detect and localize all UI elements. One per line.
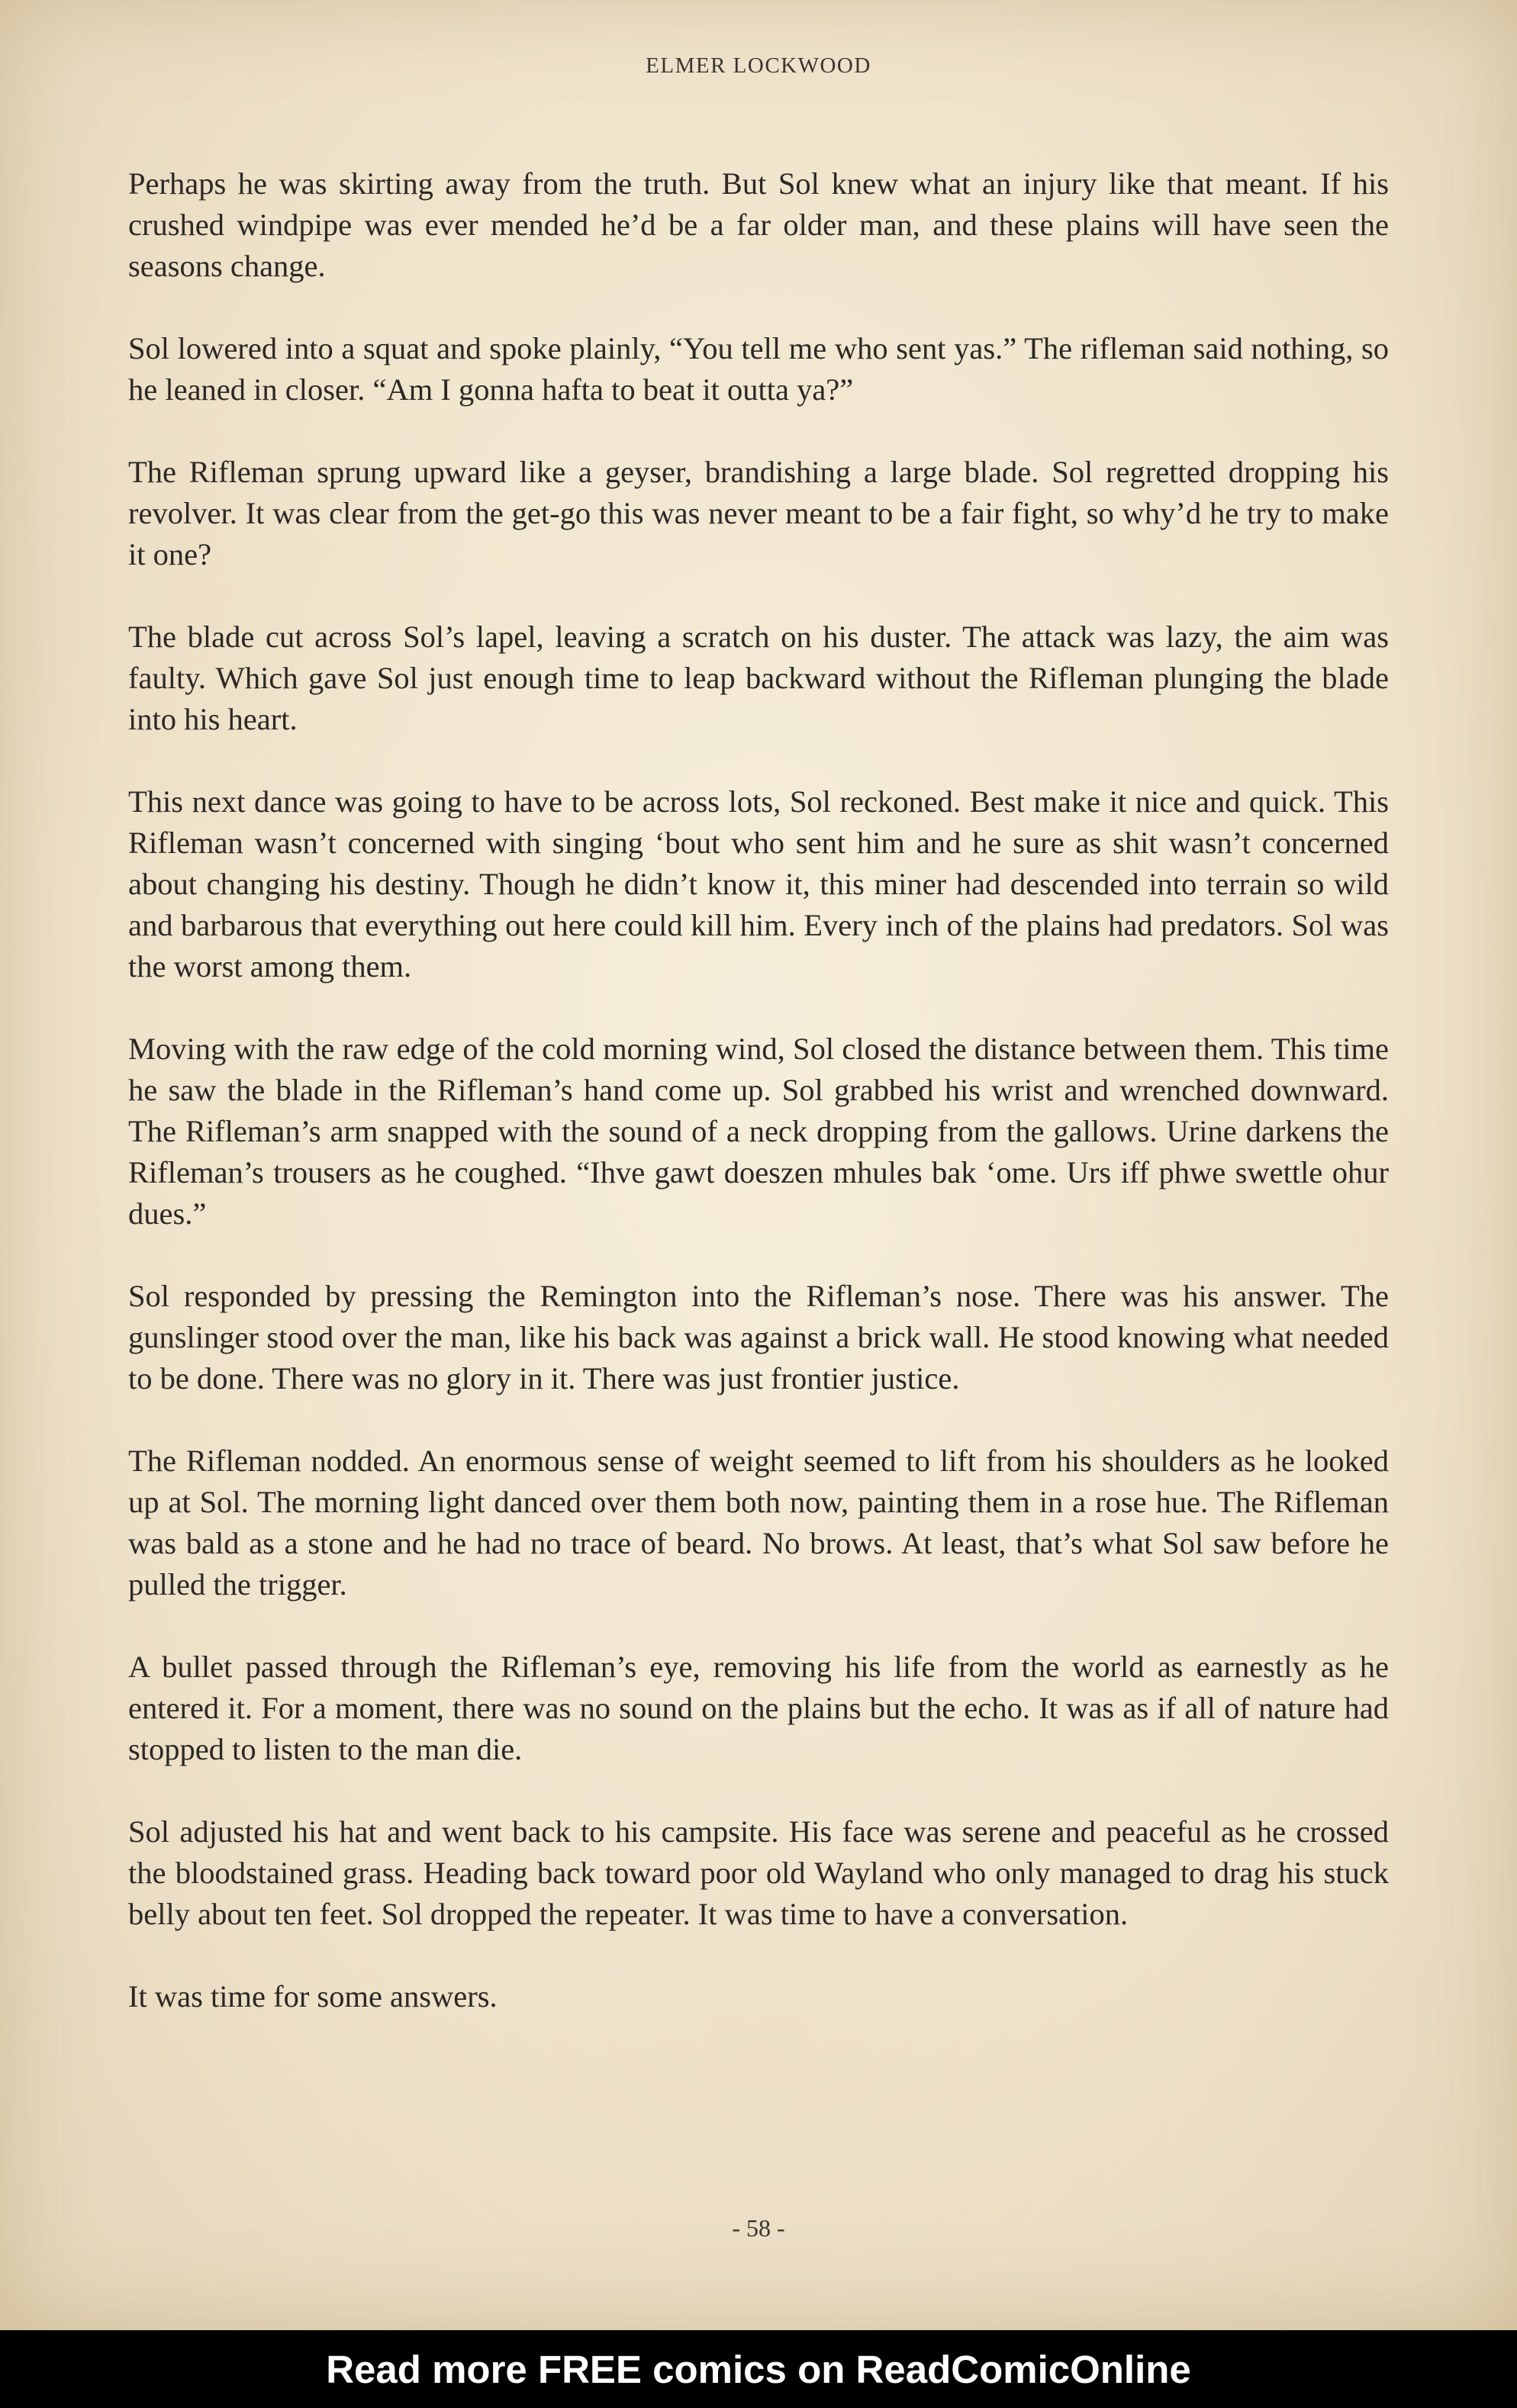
paragraph: The Rifleman sprung upward like a geyser, brandishing a large blade. Sol regretted dropping his revolver. It was clear from the get-go this was never meant to be a fair fight, so why’d he try to make it one?	[128, 455, 1389, 571]
paragraph: A bullet passed through the Rifleman’s eye, removing his life from the world as earnestly as he entered it. For a moment, there was no sound on the plains but the echo. It was as if all of nature had stopped to listen to the man die.	[128, 1650, 1389, 1766]
paragraph: This next dance was going to have to be across lots, Sol reckoned. Best make it nice and quick. This Rifleman wasn’t concerned with singing ‘bout who sent him and he sure as shit wasn’t concerned about changing his destiny. Though he didn’t know it, this miner had descended into terrain so wild and barbarous that everything out here could kill him. Every inch of the plains had predators. Sol was the worst among them.	[128, 784, 1389, 983]
paragraph: Moving with the raw edge of the cold morning wind, Sol closed the distance between them. This time he saw the blade in the Rifleman’s hand come up. Sol grabbed his wrist and wrenched downward. The Rifleman’s arm snapped with the sound of a neck dropping from the gallows. Urine darkens the Rifleman’s trousers as he coughed. “Ihve gawt doeszen mhules bak ‘ome. Urs iff phwe swettle ohur dues.”	[128, 1032, 1389, 1231]
paragraph: Sol adjusted his hat and went back to his campsite. His face was serene and peaceful as he crossed the bloodstained grass. Heading back toward poor old Wayland who only managed to drag his stuck belly about ten feet. Sol dropped the repeater. It was time to have a conversation.	[128, 1814, 1389, 1931]
paragraph: Perhaps he was skirting away from the truth. But Sol knew what an injury like that meant. If his crushed windpipe was ever mended he’d be a far older man, and these plains will have seen the seasons change.	[128, 166, 1389, 283]
body-text	[128, 163, 1389, 2059]
running-head-author: ELMER LOCKWOOD	[646, 53, 871, 78]
page-number: - 58 -	[732, 2214, 785, 2242]
promo-banner-link[interactable]: Read more FREE comics on ReadComicOnline	[326, 2347, 1191, 2391]
paragraph: Sol responded by pressing the Remington into the Rifleman’s nose. There was his answer. The gunslinger stood over the man, like his back was against a brick wall. He stood knowing what needed to be done. There was no glory in it. There was just frontier justice.	[128, 1279, 1389, 1396]
paragraph: The Rifleman nodded. An enormous sense of weight seemed to lift from his shoulders as he looked up at Sol. The morning light danced over them both now, painting them in a rose hue. The Rifleman was bald as a stone and he had no trace of beard. No brows. At least, that’s what Sol saw before he pulled the trigger.	[128, 1444, 1389, 1602]
paragraph: Sol lowered into a squat and spoke plainly, “You tell me who sent yas.” The rifleman said nothing, so he leaned in closer. “Am I gonna hafta to beat it outta ya?”	[128, 331, 1389, 407]
paragraph: It was time for some answers.	[128, 1979, 498, 2014]
promo-banner	[0, 2330, 1517, 2408]
paragraph: The blade cut across Sol’s lapel, leaving a scratch on his duster. The attack was lazy, the aim was faulty. Which gave Sol just enough time to leap backward without the Rifleman plunging the blade into his heart.	[128, 620, 1389, 736]
